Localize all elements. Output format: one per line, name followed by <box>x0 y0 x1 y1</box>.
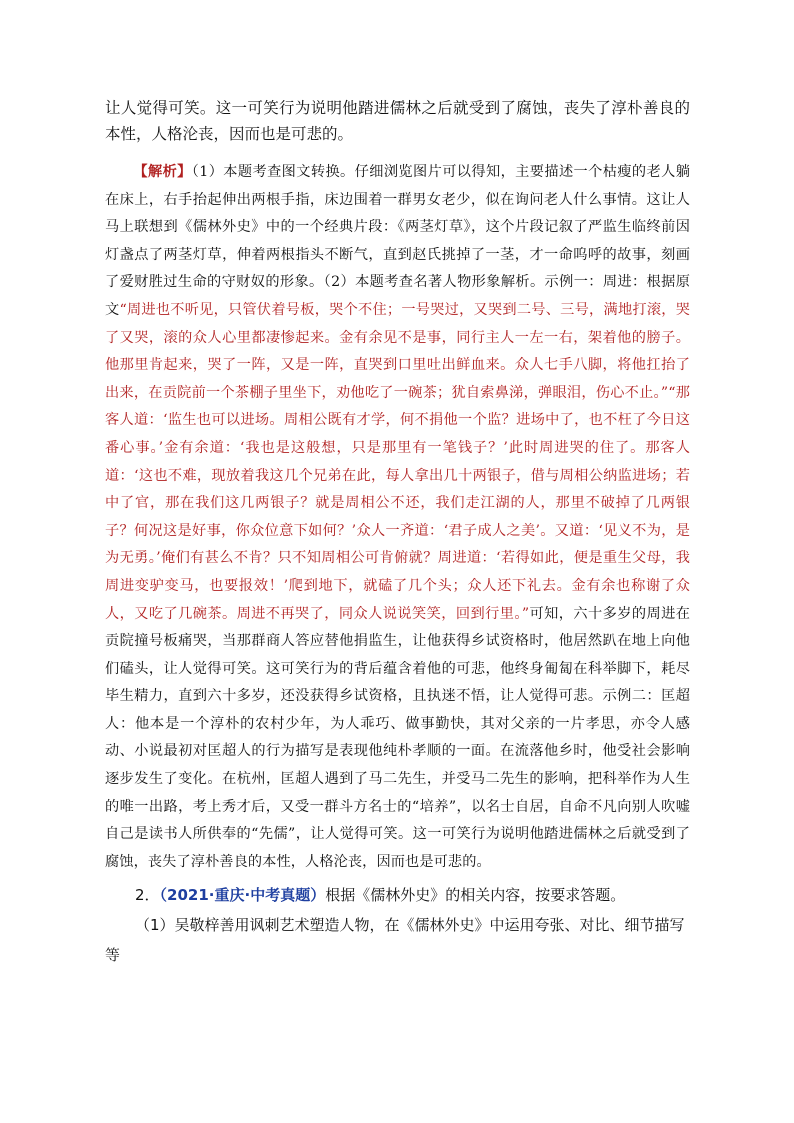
analysis-quote: “周进也不听见，只管伏着号板，哭个不住；一号哭过，又哭到二号、三号，满地打滚，哭了又哭，滚的众人心里都凄惨起来。金有余见不是事，同行主人一左一右，架着他的膀子。他那里肯起来，哭了一阵，又是一阵，直哭到口里吐出鲜血来。众人七手八脚，将他扛抬了出来，在贡院前一个茶棚子里坐下，劝他吃了一碗茶；犹自索鼻涕，弹眼泪，伤心不止。”“那客人道：‘监生也可以进场。周相公既有才学，何不捐他一个监？进场中了，也不枉了今日这番心事。’金有余道：‘我也是这般想，只是那里有一笔钱子？’此时周进哭的住了。那客人道：‘这也不难，现放着我这几个兄弟在此，每人拿出几十两银子，借与周相公纳监进场；若中了官，那在我们这几两银子？就是周相公不还，我们走江湖的人，那里不破掉了几两银子？何况这是好事，你众位意下如何？’众人一齐道：‘君子成人之美’。又道：‘见义不为，是为无勇。’俺们有甚么不肯？只不知周相公可肯俯就？周进道：‘若得如此，便是重生父母，我周进变驴变马，也要报效！’爬到地下，就磕了几个头；众人还下礼去。金有余也称谢了众人，又吃了几碗茶。周进不再哭了，同众人说说笑笑，回到行里。” <box>105 301 690 622</box>
question-2-source: （2021·重庆·中考真题） <box>159 886 326 905</box>
question-2 <box>105 880 690 910</box>
question-2-sub-1 <box>105 910 690 970</box>
question-2-text: 根据《儒林外史》的相关内容，按要求答题。 <box>325 886 626 905</box>
analysis-paragraph <box>105 159 690 876</box>
spacer <box>105 147 690 159</box>
document-page <box>105 95 690 970</box>
intro-text: 让人觉得可笑。这一可笑行为说明他踏进儒林之后就受到了腐蚀，丧失了淳朴善良的本性，人格沦丧，因而也是可悲的。 <box>105 99 690 143</box>
question-2-sub-1-text: （1）吴敬梓善用讽刺艺术塑造人物，在《儒林外史》中运用夸张、对比、细节描写等 <box>105 916 685 965</box>
intro-paragraph <box>105 95 690 147</box>
analysis-part-2: 可知，六十多岁的周进在贡院撞号板痛哭，当那群商人答应替他捐监生，让他获得乡试资格时，他居然趴在地上向他们磕头，让人觉得可笑。这可笑行为的背后蕴含着他的可悲，他终身匍匐在科举脚下，耗尽毕生精力，直到六十多岁，还没获得乡试资格，且执迷不悟，让人觉得可悲。示例二：匡超人：他本是一个淳朴的农村少年，为人乖巧、做事勤快，其对父亲的一片孝思，亦令人感动、小说最初对匡超人的行为描写是表现他纯朴孝顺的一面。在流落他乡时，他受社会影响逐步发生了变化。在杭州，匡超人遇到了马二先生，并受马二先生的影响，把科举作为人生的唯一出路，考上秀才后，又受一群斗方名士的“培养”，以名士自居，自命不凡向别人吹嘘自己是读书人所供奉的“先儒”，让人觉得可笑。这一可笑行为说明他踏进儒林之后就受到了腐蚀，丧失了淳朴善良的本性，人格沦丧，因而也是可悲的。 <box>105 605 690 870</box>
analysis-tag: 【解析】 <box>133 164 192 180</box>
analysis-part-1: （1）本题考查图文转换。仔细浏览图片可以得知，主要描述一个枯瘦的老人躺在床上，右手抬起伸出两根手指，床边围着一群男女老少，似在询问老人什么事情。这让人马上联想到《儒林外史》中的一个经典片段：《两茎灯草》，这个片段记叙了严监生临终前因灯盏点了两茎灯草，伸着两根指头不断气，直到赵氏挑掉了一茎，才一命呜呼的故事，刻画了爱财胜过生命的守财奴的形象。（2）本题考查名著人物形象解析。示例一：周进：根据原文 <box>105 164 691 318</box>
question-2-number: 2． <box>135 886 160 905</box>
